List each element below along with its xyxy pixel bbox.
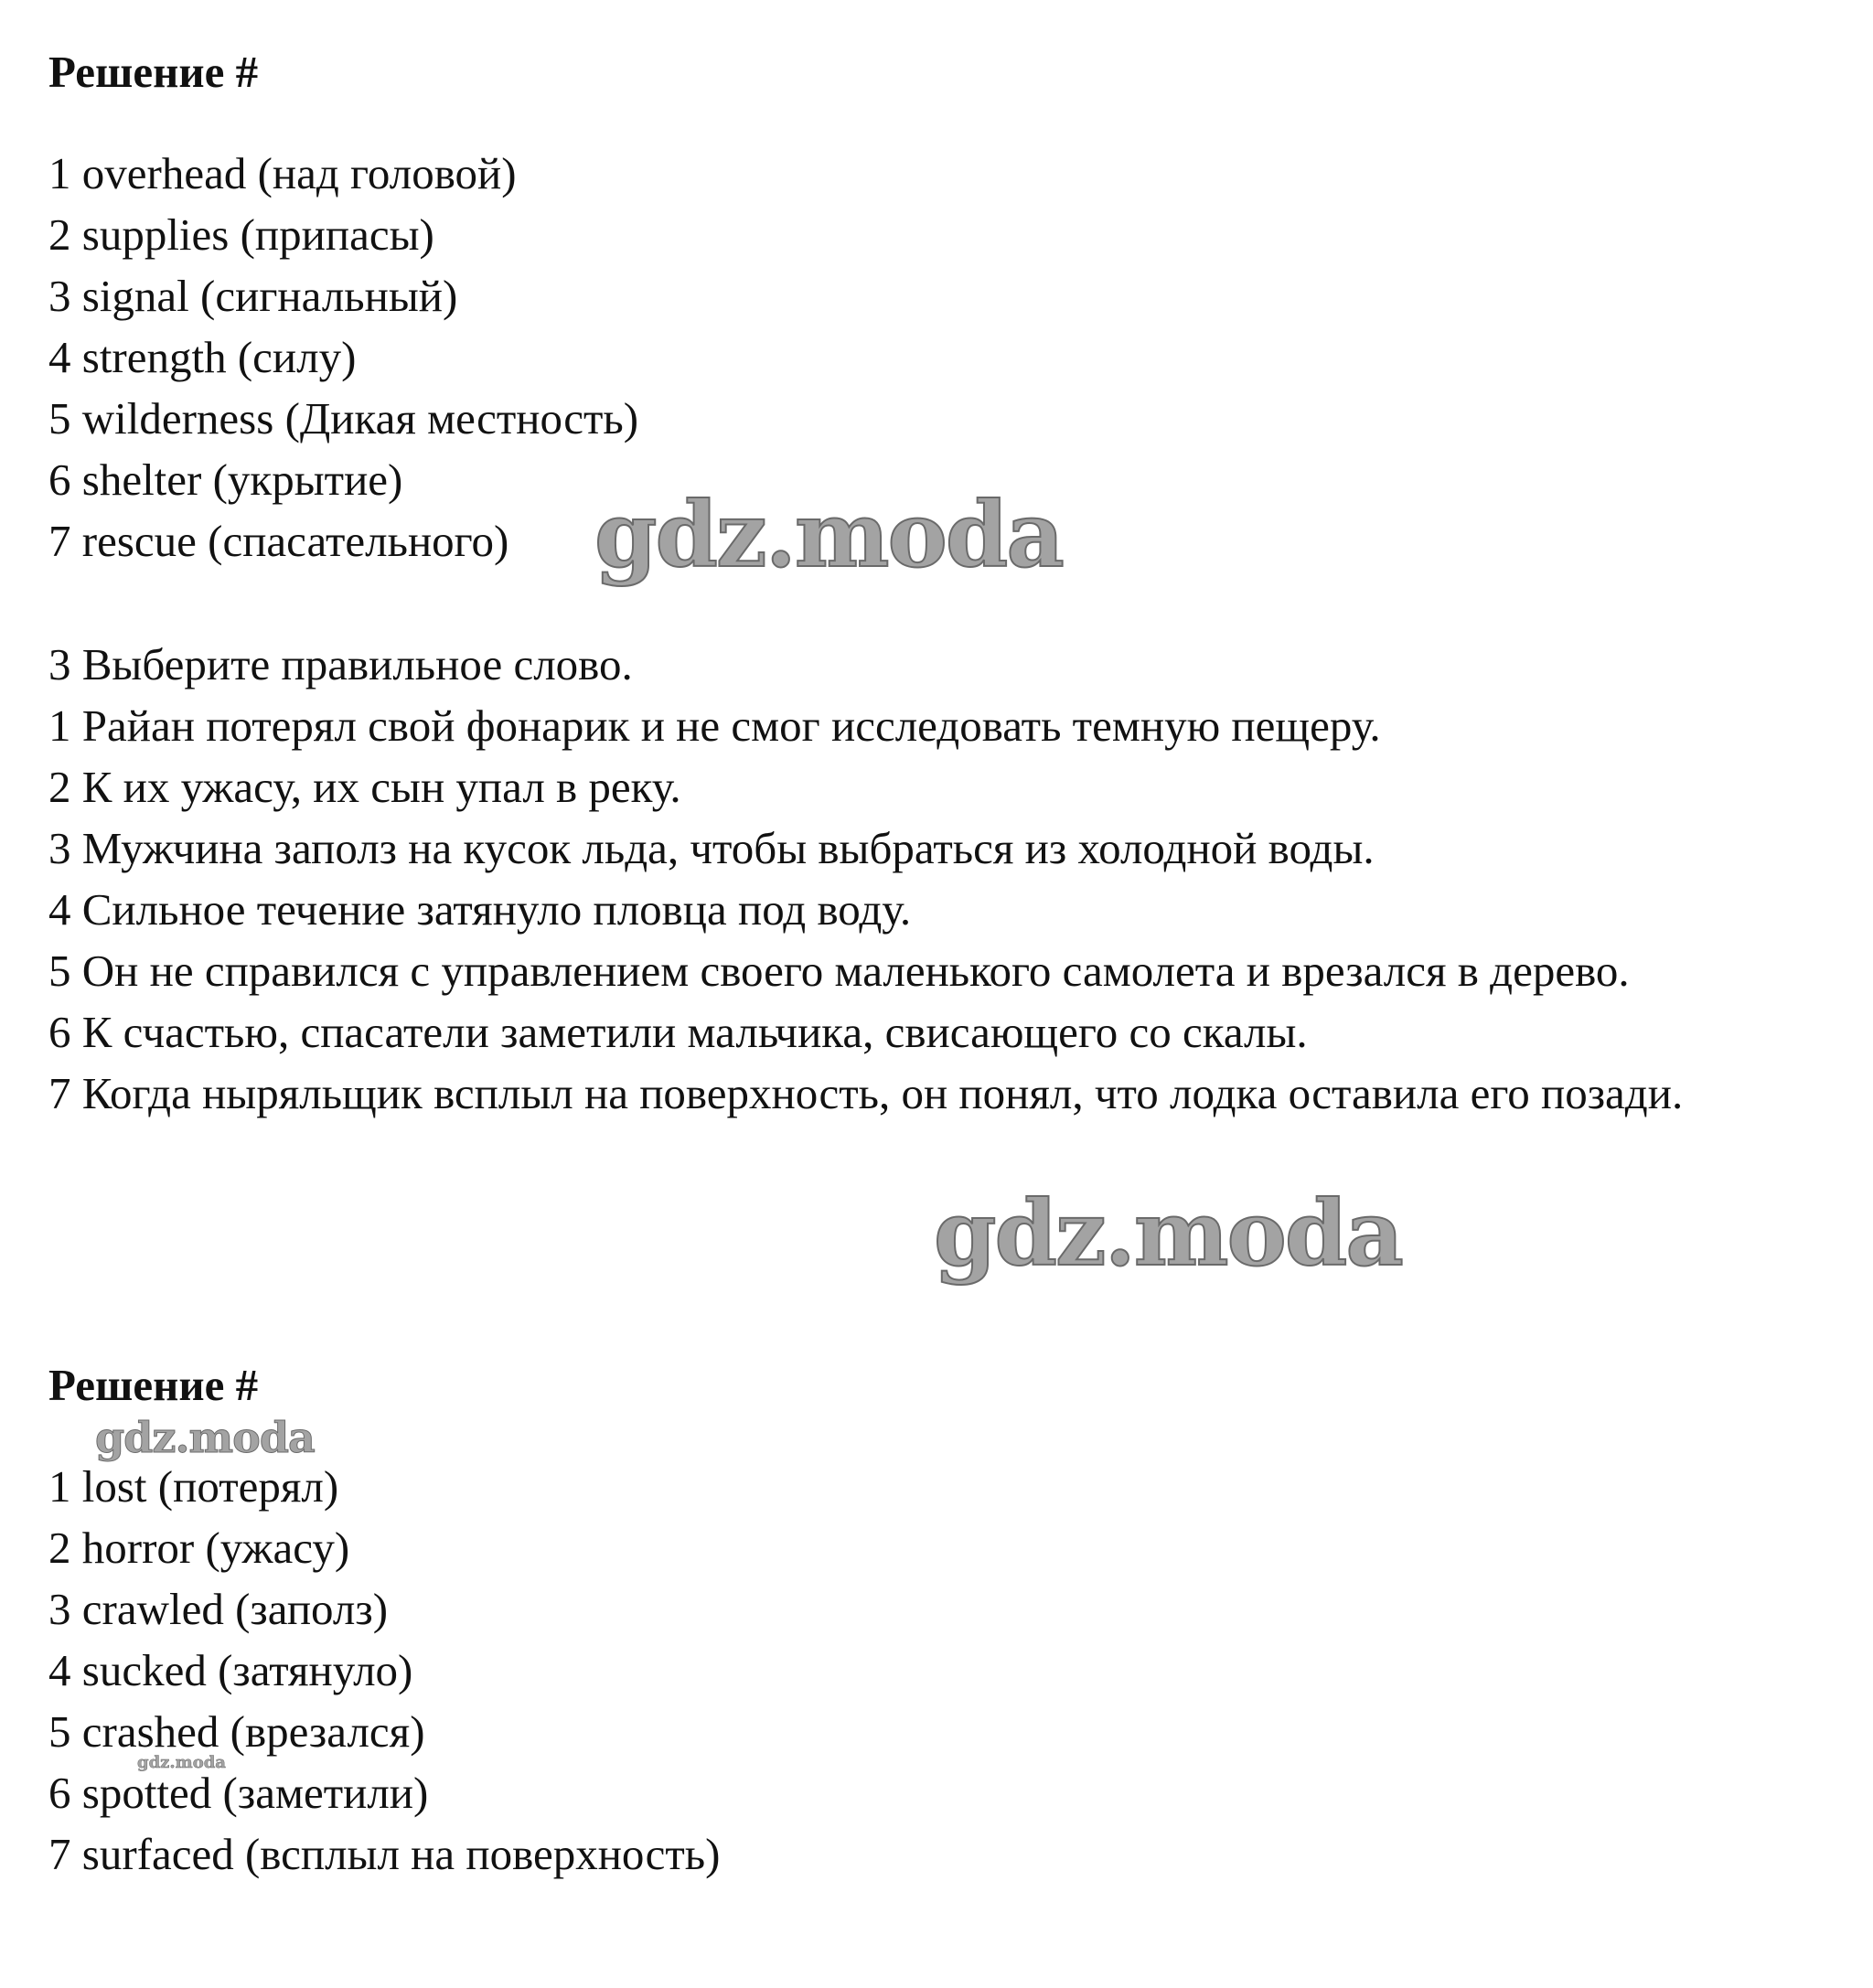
sentence-item: 4 Сильное течение затянуло пловца под воду.	[48, 884, 912, 935]
answer-item: 7 rescue (спасательного)	[48, 516, 509, 566]
watermark-logo: gdz.moda	[95, 1413, 315, 1462]
answer-item: 2 supplies (припасы)	[48, 209, 434, 260]
answer-item: 3 signal (сигнальный)	[48, 271, 458, 321]
answer-item: 6 spotted (заметили)	[48, 1768, 429, 1818]
answer-item: 5 wilderness (Дикая местность)	[48, 393, 639, 444]
solution-section-2	[48, 1354, 1825, 1885]
answer-item: 1 lost (потерял)	[48, 1461, 339, 1512]
sentence-item: 7 Когда ныряльщик всплыл на поверхность, он понял, что лодка оставила его позади.	[48, 1068, 1684, 1118]
answer-item: 7 surfaced (всплыл на поверхность)	[48, 1829, 721, 1879]
answer-item: 5 crashed (врезался)	[48, 1706, 425, 1757]
answer-item: 4 sucked (затянуло)	[48, 1645, 413, 1695]
sentence-item: 1 Райан потерял свой фонарик и не смог исследовать темную пещеру.	[48, 700, 1381, 751]
answer-item: 3 crawled (заполз)	[48, 1584, 389, 1634]
answer-item: 1 overhead (над головой)	[48, 148, 517, 198]
exercise-title: 3 Выберите правильное слово.	[48, 639, 633, 689]
sentence-item: 3 Мужчина заполз на кусок льда, чтобы выбраться из холодной воды.	[48, 823, 1375, 873]
sentence-item: 6 К счастью, спасатели заметили мальчика, свисающего со скалы.	[48, 1007, 1308, 1057]
exercise-section	[48, 634, 1825, 1124]
solution-heading: Решение #	[48, 1360, 259, 1410]
answer-item: 6 shelter (укрытие)	[48, 454, 403, 505]
sentence-item: 2 К их ужасу, их сын упал в реку.	[48, 762, 681, 812]
watermark-logo: gdz.moda	[137, 1753, 226, 1772]
solution-heading: Решение #	[48, 47, 259, 97]
answer-item: 4 strength (силу)	[48, 332, 357, 382]
sentence-item: 5 Он не справился с управлением своего маленького самолета и врезался в дерево.	[48, 946, 1630, 996]
answer-item: 2 horror (ужасу)	[48, 1523, 350, 1573]
watermark-logo: gdz.moda	[934, 1181, 1402, 1287]
watermark-logo: gdz.moda	[594, 483, 1063, 588]
